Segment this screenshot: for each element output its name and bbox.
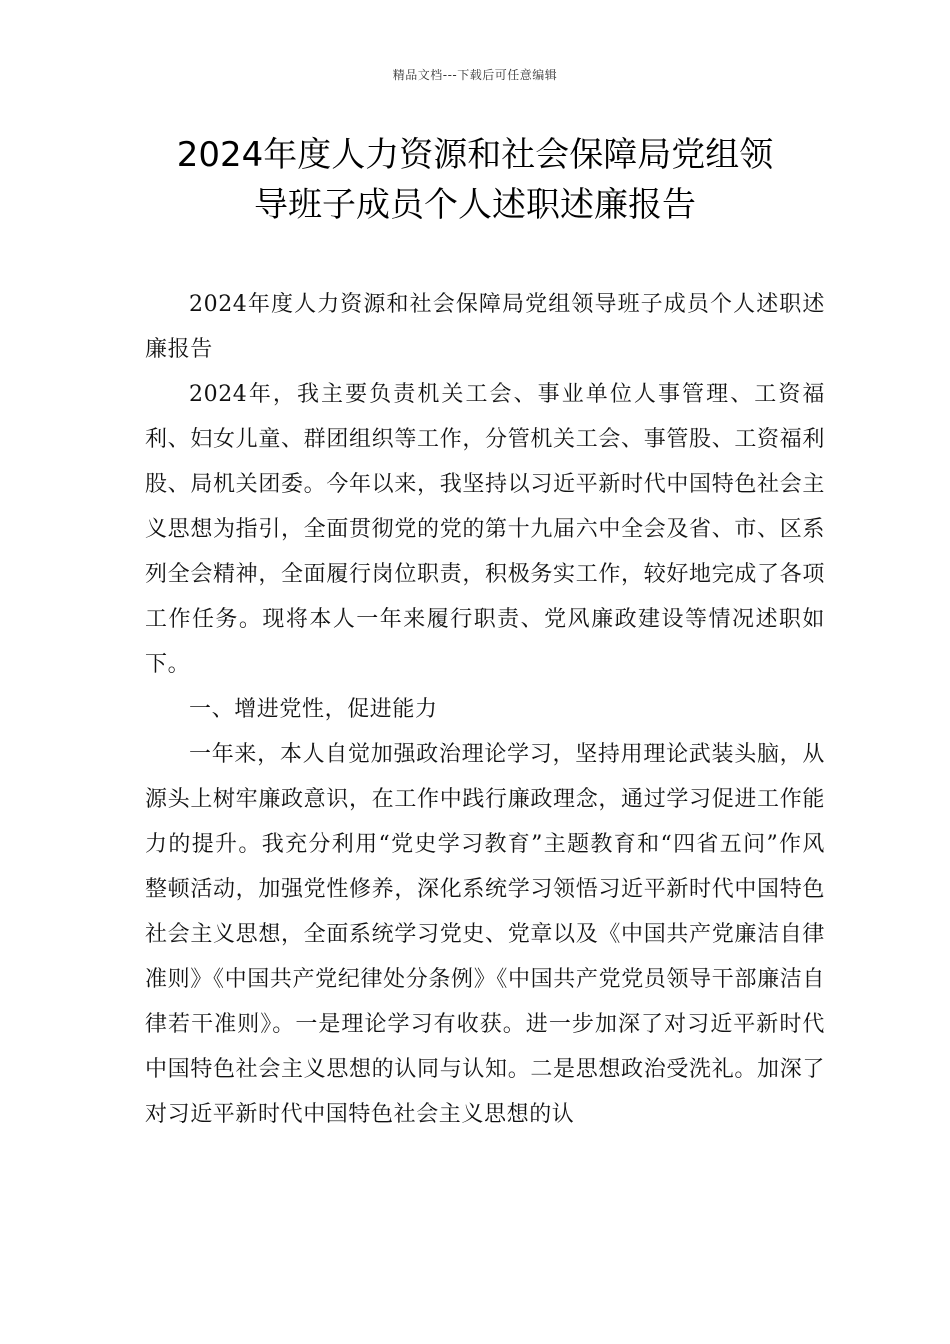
paragraph-title-repeat: 2024年度人力资源和社会保障局党组领导班子成员个人述职述廉报告 bbox=[145, 292, 825, 362]
title-line-1: 2024年度人力资源和社会保障局党组领 bbox=[176, 135, 774, 175]
paragraph-section-1: 一年来，本人自觉加强政治理论学习，坚持用理论武装头脑，从源头上树牢廉政意识，在工作中践行廉政理念，通过学习促进工作能力的提升。我充分利用“党史学习教育”主题教育和“四省五问”作风整顿活动，加强党性修养，深化系统学习领悟习近平新时代中国特色社会主义思想，全面系统学习党史、党章以及《中国共产党廉洁自律准则》《中国共产党纪律处分条例》《中国共产党党员领导干部廉洁自律若干准则》。一是理论学习有收获。进一步加深了对习近平新时代中国特色社会主义思想的认同与认知。二是思想政治受洗礼。加深了对习近平新时代中国特色社会主义思想的认 bbox=[145, 742, 825, 1127]
header-note: 精品文档---下载后可任意编辑 bbox=[392, 68, 558, 82]
section-heading: 一、增进党性，促进能力 bbox=[189, 697, 438, 722]
document-body bbox=[145, 282, 825, 1137]
title-line-2: 导班子成员个人述职述廉报告 bbox=[254, 185, 696, 225]
document-title bbox=[120, 130, 830, 230]
paragraph-intro: 2024年，我主要负责机关工会、事业单位人事管理、工资福利、妇女儿童、群团组织等工作，分管机关工会、事管股、工资福利股、局机关团委。今年以来，我坚持以习近平新时代中国特色社会主义思想为指引，全面贯彻党的党的第十九届六中全会及省、市、区系列全会精神，全面履行岗位职责，积极务实工作，较好地完成了各项工作任务。现将本人一年来履行职责、党风廉政建设等情况述职如下。 bbox=[145, 382, 825, 677]
